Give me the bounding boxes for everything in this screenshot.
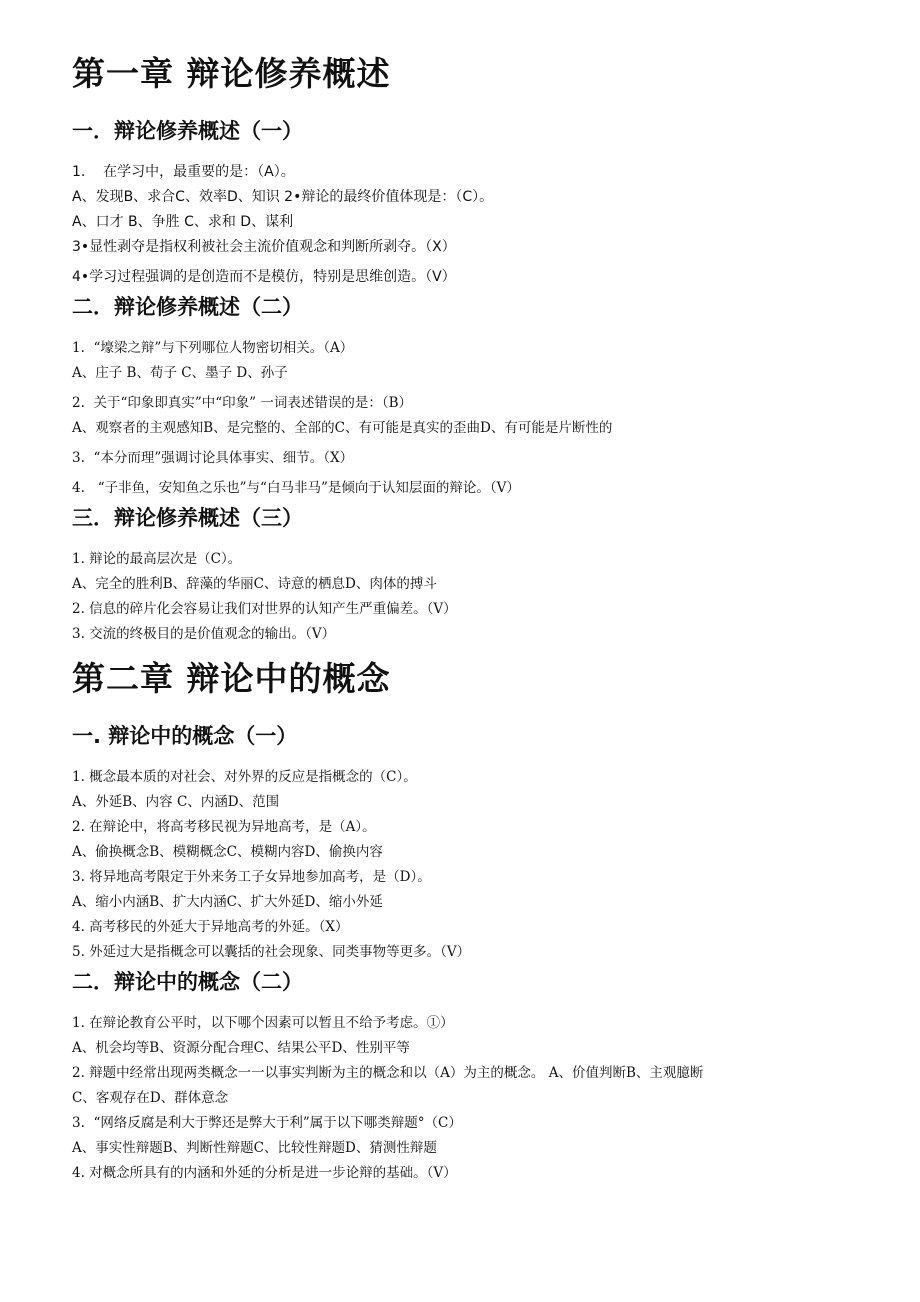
question-line: A、庄子 B、荀子 C、墨子 D、孙子 <box>72 365 288 381</box>
question-line: C、客观存在D、群体意念 <box>72 1090 229 1106</box>
question-line: 3•显性剥夺是指权利被社会主流价值观念和判断所剥夺。（X） <box>72 239 456 255</box>
question-line: 1. “壕梁之辩”与下列哪位人物密切相关。（A） <box>72 340 354 356</box>
question-line: 2. 信息的碎片化会容易让我们对世界的认知产生严重偏差。（V） <box>72 601 457 617</box>
question-line: 4. “子非鱼，安知鱼之乐也”与“白马非马”是倾向于认知层面的辩论。（V） <box>72 480 520 496</box>
question-line: 3. 将异地高考限定于外来务工子女异地参加高考，是（D）。 <box>72 869 431 885</box>
question-line: 1. 在学习中，最重要的是：（A）。 <box>72 164 295 180</box>
question-line: 2. 在辩论中，将高考移民视为异地高考，是（A）。 <box>72 819 376 835</box>
chapter-1-title: 第一章 辩论修养概述 <box>72 54 391 93</box>
chapter-2-title: 第二章 辩论中的概念 <box>72 659 391 698</box>
section-2-1-title: 一. 辩论中的概念（一） <box>72 724 298 748</box>
question-line: 1. 概念最本质的对社会、对外界的反应是指概念的（C）。 <box>72 769 417 785</box>
question-line: 3. “本分而理”强调讨论具体事实、细节。（X） <box>72 450 354 466</box>
question-line: 4. 高考移民的外延大于异地高考的外延。（X） <box>72 919 349 935</box>
section-1-2-title: 二．辩论修养概述（二） <box>72 295 303 319</box>
section-1-1-title: 一．辩论修养概述（一） <box>72 119 303 143</box>
question-line: 2. 关于“印象即真实”中“印象” 一词表述错误的是：（B） <box>72 395 413 411</box>
question-line: A、发现B、求合C、效率D、知识 2•辩论的最终价值体现是：（C）。 <box>72 189 494 205</box>
question-line: A、缩小内涵B、扩大内涵C、扩大外延D、缩小外延 <box>72 894 383 910</box>
question-line: 3. 交流的终极目的是价值观念的输出。（V） <box>72 626 336 642</box>
question-line: 4. 对概念所具有的内涵和外延的分析是进一步论辩的基础。（V） <box>72 1165 457 1181</box>
question-line: A、偷换概念B、模糊概念C、模糊内容D、偷换内容 <box>72 844 383 860</box>
question-line: 4•学习过程强调的是创造而不是模仿，特别是思维创造。（V） <box>72 269 456 285</box>
question-line: 3. “网络反腐是利大于弊还是弊大于利”属于以下哪类辩题°（C） <box>72 1115 462 1131</box>
question-line: A、观察者的主观感知B、是完整的、全部的C、有可能是真实的歪曲D、有可能是片断性的 <box>72 420 613 436</box>
question-line: 2. 辩题中经常出现两类概念一一以事实判断为主的概念和以（A）为主的概念。 A、价值判断B、主观臆断 <box>72 1065 704 1081</box>
question-line: 1. 在辩论教育公平时，以下哪个因素可以暂且不给予考虑。①） <box>72 1015 454 1031</box>
question-line: A、完全的胜利B、辞藻的华丽C、诗意的栖息D、肉体的搏斗 <box>72 576 437 592</box>
question-line: A、口才 B、争胜 C、求和 D、谋利 <box>72 214 294 230</box>
question-line: 5. 外延过大是指概念可以囊括的社会现象、同类事物等更多。（V） <box>72 944 471 960</box>
document-page <box>72 50 872 1186</box>
question-line: 1. 辩论的最高层次是（C）。 <box>72 551 242 567</box>
section-1-3-title: 三．辩论修养概述（三） <box>72 506 303 530</box>
question-line: A、事实性辩题B、判断性辩题C、比较性辩题D、猜测性辩题 <box>72 1140 437 1156</box>
question-line: A、外延B、内容 C、内涵D、范围 <box>72 794 280 810</box>
question-line: A、机会均等B、资源分配合理C、结果公平D、性别平等 <box>72 1040 410 1056</box>
section-2-2-title: 二．辩论中的概念（二） <box>72 970 303 994</box>
